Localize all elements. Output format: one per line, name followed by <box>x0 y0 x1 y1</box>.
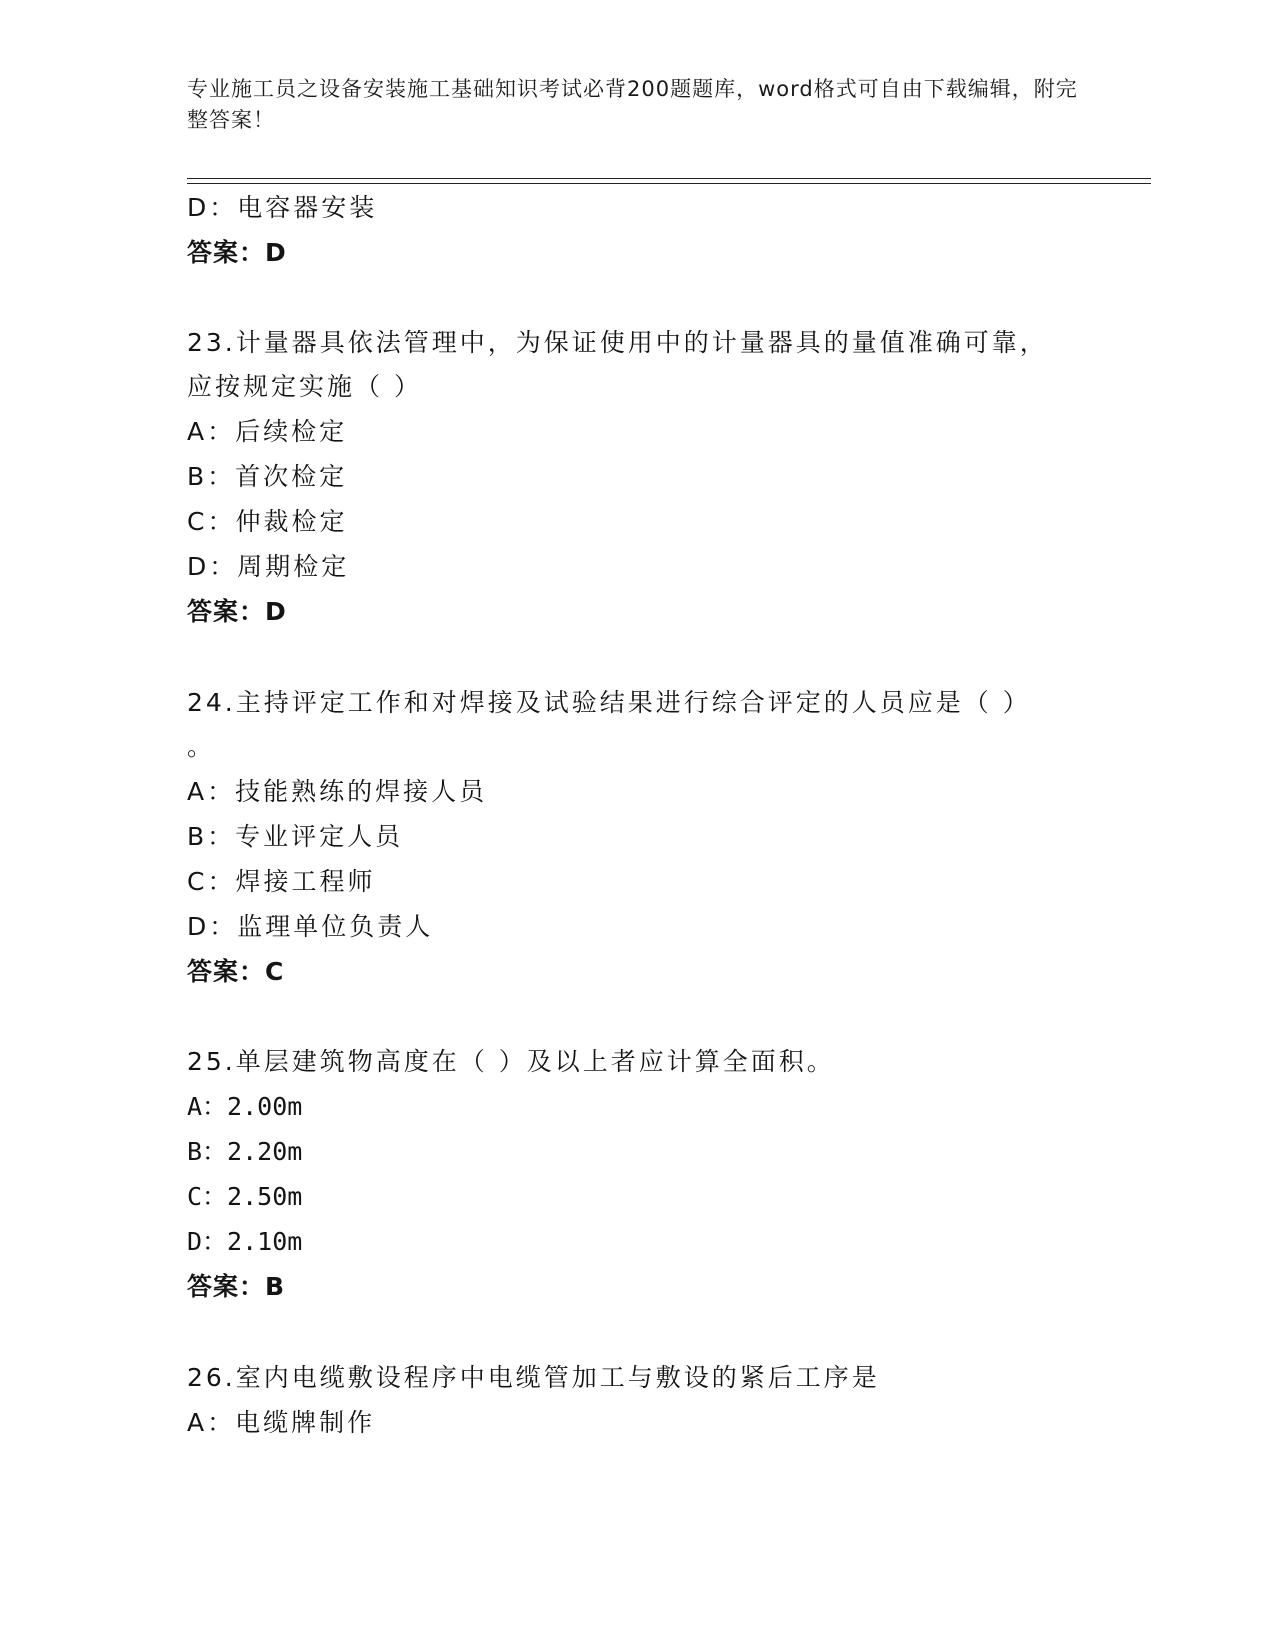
q24-answer: 答案：C <box>187 957 285 986</box>
q24-option-b: B：专业评定人员 <box>187 822 404 851</box>
q23-stem-line2: 应按规定实施（ ） <box>187 372 422 401</box>
q24-stem-line1: 24.主持评定工作和对焊接及试验结果进行综合评定的人员应是（ ） <box>187 688 1031 717</box>
prev-option-d: D：电容器安装 <box>187 193 378 222</box>
q23-option-a: A：后续检定 <box>187 417 348 446</box>
q24-option-c: C：焊接工程师 <box>187 867 376 896</box>
q25-answer: 答案：B <box>187 1272 286 1301</box>
q23-option-b: B：首次检定 <box>187 462 348 491</box>
header-divider-top <box>187 178 1151 179</box>
q25-stem: 25.单层建筑物高度在（ ）及以上者应计算全面积。 <box>187 1047 835 1076</box>
q24-option-d: D：监理单位负责人 <box>187 912 434 941</box>
q25-option-a: A：2.00m <box>187 1092 303 1121</box>
q23-answer: 答案：D <box>187 597 287 626</box>
document-header: 专业施工员之设备安装施工基础知识考试必背200题题库，word格式可自由下载编辑，附完整答案！ <box>187 77 1078 132</box>
q26-option-a: A：电缆牌制作 <box>187 1408 376 1437</box>
q24-option-a: A：技能熟练的焊接人员 <box>187 777 488 806</box>
prev-answer: 答案：D <box>187 238 287 267</box>
q23-stem-line1: 23.计量器具依法管理中，为保证使用中的计量器具的量值准确可靠， <box>187 328 1048 357</box>
q26-stem: 26.室内电缆敷设程序中电缆管加工与敷设的紧后工序是 <box>187 1363 880 1392</box>
q23-option-d: D：周期检定 <box>187 552 350 581</box>
q25-option-b: B：2.20m <box>187 1137 303 1166</box>
header-divider-bottom <box>187 183 1151 184</box>
q23-option-c: C：仲裁检定 <box>187 507 348 536</box>
q25-option-c: C：2.50m <box>187 1182 303 1211</box>
q24-stem-line2: 。 <box>187 732 216 761</box>
q25-option-d: D：2.10m <box>187 1227 303 1256</box>
